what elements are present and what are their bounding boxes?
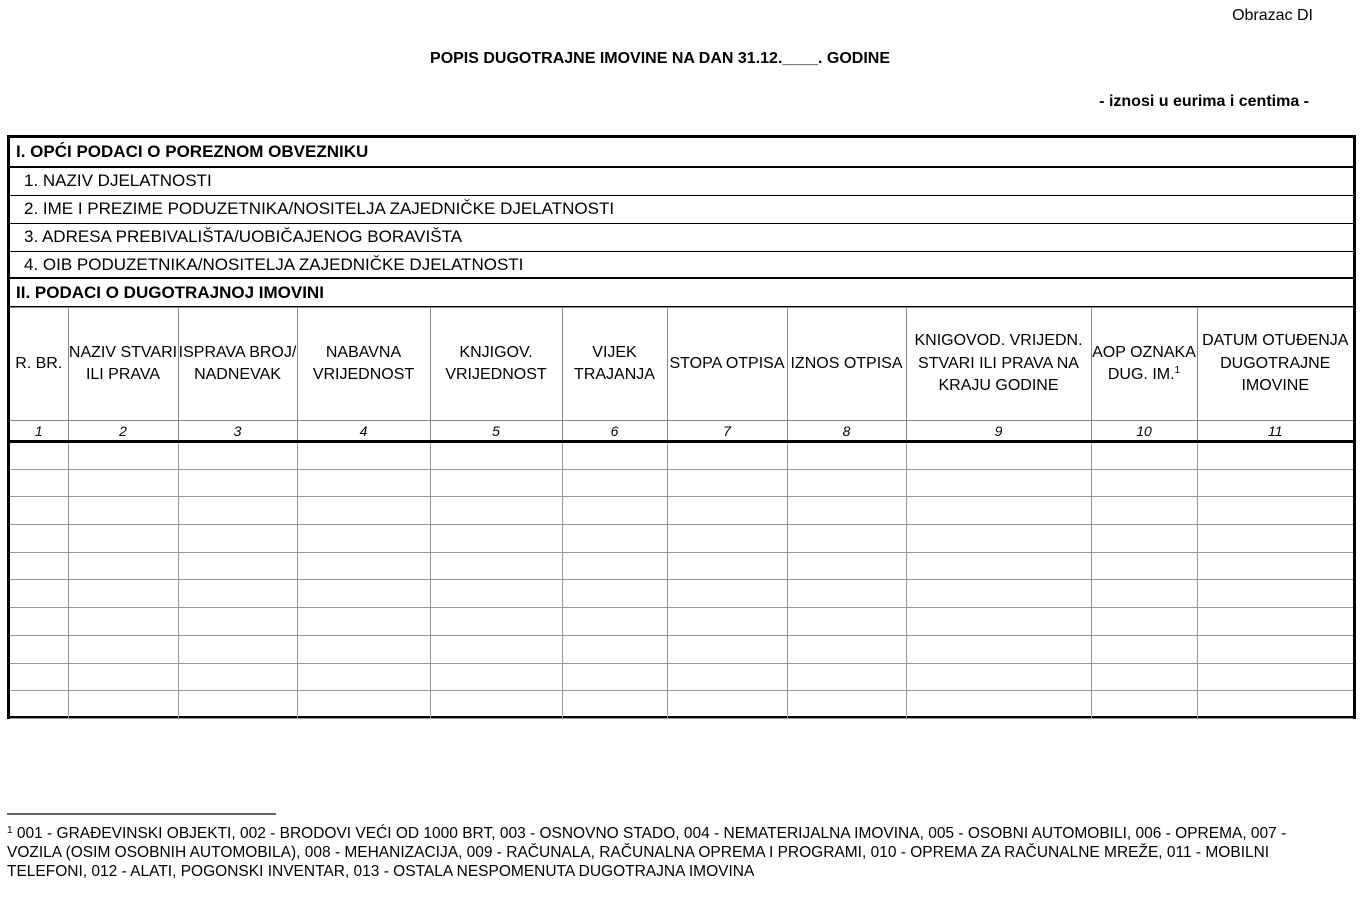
table-cell[interactable]	[562, 442, 667, 470]
footnote-ref: 1	[1174, 365, 1181, 376]
table-cell[interactable]	[68, 663, 178, 691]
table-cell[interactable]	[178, 608, 297, 636]
table-cell[interactable]	[178, 497, 297, 525]
table-cell[interactable]	[667, 635, 787, 663]
assets-table	[10, 307, 1353, 719]
table-cell[interactable]	[1197, 691, 1353, 719]
table-row	[10, 608, 1353, 636]
table-cell[interactable]	[10, 635, 68, 663]
table-cell[interactable]	[667, 580, 787, 608]
table-cell[interactable]	[667, 608, 787, 636]
column-label: STOPA OTPISA	[669, 354, 785, 372]
table-cell[interactable]	[1197, 525, 1353, 553]
column-header	[1197, 308, 1353, 421]
column-number: 1	[10, 421, 68, 442]
table-cell[interactable]	[430, 497, 562, 525]
table-cell[interactable]	[178, 552, 297, 580]
table-cell[interactable]	[10, 691, 68, 719]
table-cell[interactable]	[562, 497, 667, 525]
table-cell[interactable]	[10, 442, 68, 470]
table-cell[interactable]	[297, 552, 430, 580]
footnote-marker: 1	[7, 825, 13, 836]
table-cell[interactable]	[906, 497, 1091, 525]
table-cell[interactable]	[68, 442, 178, 470]
table-cell[interactable]	[178, 663, 297, 691]
table-cell[interactable]	[1091, 469, 1197, 497]
table-cell[interactable]	[297, 442, 430, 470]
table-cell[interactable]	[68, 635, 178, 663]
column-number-row	[10, 421, 1353, 442]
table-cell[interactable]	[787, 608, 906, 636]
table-cell[interactable]	[1091, 442, 1197, 470]
table-cell[interactable]	[1197, 580, 1353, 608]
table-cell[interactable]	[906, 635, 1091, 663]
table-cell[interactable]	[297, 691, 430, 719]
column-header	[178, 308, 297, 421]
footnote	[7, 824, 1327, 881]
column-header	[297, 308, 430, 421]
table-cell[interactable]	[1197, 635, 1353, 663]
table-cell[interactable]	[562, 663, 667, 691]
table-cell[interactable]	[430, 580, 562, 608]
table-cell[interactable]	[562, 635, 667, 663]
form-code: Obrazac DI	[1232, 7, 1313, 24]
table-cell[interactable]	[430, 663, 562, 691]
table-cell[interactable]	[1091, 552, 1197, 580]
column-number: 10	[1091, 421, 1197, 442]
table-row	[10, 525, 1353, 553]
section2-heading: II. PODACI O DUGOTRAJNOJ IMOVINI	[10, 279, 1353, 308]
column-label: NAZIV STVARI ILI PRAVA	[68, 343, 178, 383]
table-cell[interactable]	[68, 580, 178, 608]
table-cell[interactable]	[430, 635, 562, 663]
table-cell[interactable]	[562, 608, 667, 636]
table-cell[interactable]	[1091, 525, 1197, 553]
table-row	[10, 691, 1353, 719]
table-cell[interactable]	[1197, 663, 1353, 691]
currency-note: - iznosi u eurima i centima -	[1099, 93, 1309, 110]
column-number: 11	[1197, 421, 1353, 442]
table-cell[interactable]	[178, 635, 297, 663]
column-number: 6	[562, 421, 667, 442]
table-cell[interactable]	[1091, 663, 1197, 691]
table-cell[interactable]	[1197, 497, 1353, 525]
table-cell[interactable]	[562, 469, 667, 497]
column-label: VIJEK TRAJANJA	[574, 343, 655, 383]
table-cell[interactable]	[178, 691, 297, 719]
table-cell[interactable]	[667, 691, 787, 719]
column-number: 7	[667, 421, 787, 442]
table-cell[interactable]	[10, 663, 68, 691]
table-cell[interactable]	[787, 525, 906, 553]
table-cell[interactable]	[68, 691, 178, 719]
column-number: 3	[178, 421, 297, 442]
field-owner-name[interactable]: 2. IME I PREZIME PODUZETNIKA/NOSITELJA ZAJEDNIČKE DJELATNOSTI	[10, 196, 1353, 224]
table-cell[interactable]	[10, 552, 68, 580]
table-cell[interactable]	[1197, 552, 1353, 580]
column-header	[10, 308, 68, 421]
column-number: 2	[68, 421, 178, 442]
table-cell[interactable]	[906, 469, 1091, 497]
page-title: POPIS DUGOTRAJNE IMOVINE NA DAN 31.12.____. GODINE	[430, 50, 890, 67]
table-row	[10, 497, 1353, 525]
table-cell[interactable]	[10, 580, 68, 608]
table-cell[interactable]	[297, 663, 430, 691]
column-label: KNJIGOV. VRIJEDNOST	[445, 343, 547, 383]
column-label: KNIGOVOD. VRIJEDN. STVARI ILI PRAVA NA KRAJU GODINE	[914, 332, 1083, 395]
table-cell[interactable]	[430, 525, 562, 553]
column-label: DATUM OTUĐENJA DUGOTRAJNE IMOVINE	[1202, 332, 1349, 395]
table-cell[interactable]	[906, 663, 1091, 691]
table-cell[interactable]	[787, 663, 906, 691]
column-header	[1091, 308, 1197, 421]
table-cell[interactable]	[297, 525, 430, 553]
column-header	[667, 308, 787, 421]
table-cell[interactable]	[1091, 635, 1197, 663]
table-cell[interactable]	[430, 608, 562, 636]
table-cell[interactable]	[178, 525, 297, 553]
table-cell[interactable]	[667, 552, 787, 580]
column-header	[787, 308, 906, 421]
table-cell[interactable]	[906, 525, 1091, 553]
table-cell[interactable]	[297, 635, 430, 663]
table-cell[interactable]	[68, 469, 178, 497]
column-number: 4	[297, 421, 430, 442]
header-row	[10, 308, 1353, 421]
table-row	[10, 442, 1353, 470]
table-cell[interactable]	[906, 580, 1091, 608]
table-cell[interactable]	[906, 608, 1091, 636]
table-cell[interactable]	[562, 580, 667, 608]
table-cell[interactable]	[1091, 608, 1197, 636]
table-cell[interactable]	[68, 608, 178, 636]
table-cell[interactable]	[178, 442, 297, 470]
table-cell[interactable]	[68, 552, 178, 580]
table-cell[interactable]	[297, 608, 430, 636]
table-cell[interactable]	[787, 469, 906, 497]
column-label: IZNOS OTPISA	[790, 354, 903, 372]
section1-heading: I. OPĆI PODACI O POREZNOM OBVEZNIKU	[10, 138, 1353, 168]
table-cell[interactable]	[667, 442, 787, 470]
table-cell[interactable]	[178, 580, 297, 608]
table-cell[interactable]	[562, 525, 667, 553]
table-row	[10, 663, 1353, 691]
table-cell[interactable]	[787, 442, 906, 470]
column-number: 8	[787, 421, 906, 442]
table-cell[interactable]	[10, 469, 68, 497]
field-oib[interactable]: 4. OIB PODUZETNIKA/NOSITELJA ZAJEDNIČKE DJELATNOSTI	[10, 252, 1353, 279]
column-label: NABAVNA VRIJEDNOST	[312, 343, 415, 383]
table-cell[interactable]	[430, 552, 562, 580]
table-cell[interactable]	[1091, 497, 1197, 525]
table-cell[interactable]	[562, 691, 667, 719]
table-cell[interactable]	[430, 469, 562, 497]
table-cell[interactable]	[1091, 691, 1197, 719]
column-label: ISPRAVA BROJ/ NADNEVAK	[178, 343, 297, 383]
table-cell[interactable]	[297, 469, 430, 497]
table-row	[10, 469, 1353, 497]
column-header	[562, 308, 667, 421]
table-cell[interactable]	[68, 525, 178, 553]
table-cell[interactable]	[178, 469, 297, 497]
table-cell[interactable]	[297, 497, 430, 525]
column-label: AOP OZNAKA DUG. IM.	[1092, 343, 1196, 383]
table-cell[interactable]	[1197, 608, 1353, 636]
table-cell[interactable]	[297, 580, 430, 608]
table-cell[interactable]	[906, 552, 1091, 580]
column-header	[430, 308, 562, 421]
table-cell[interactable]	[68, 497, 178, 525]
column-number: 5	[430, 421, 562, 442]
table-cell[interactable]	[430, 691, 562, 719]
table-cell[interactable]	[667, 469, 787, 497]
footnote-text: 001 - GRAĐEVINSKI OBJEKTI, 002 - BRODOVI VEĆI OD 1000 BRT, 003 - OSNOVNO STADO, 004 - NEMATERIJALNA IMOVINA, 005 - OSOBNI AUTOMOBILI, 006 - OPREMA, 007 - VOZILA (OSIM OSOBNIH AUTOMOBILA), 008 - MEHANIZACIJA, 009 - RAČUNALA, RAČUNALNA OPREMA I PROGRAMI, 010 - OPREMA ZA RAČUNALNE MREŽE, 011 - MOBILNI TELEFONI, 012 - ALATI, POGONSKI INVENTAR, 013 - OSTALA NESPOMENUTA DUGOTRAJNA IMOVINA	[7, 825, 1287, 880]
field-address[interactable]: 3. ADRESA PREBIVALIŠTA/UOBIČAJENOG BORAVIŠTA	[10, 224, 1353, 252]
table-cell[interactable]	[562, 552, 667, 580]
table-cell[interactable]	[430, 442, 562, 470]
table-cell[interactable]	[667, 525, 787, 553]
table-cell[interactable]	[787, 691, 906, 719]
table-cell[interactable]	[1197, 442, 1353, 470]
form-table	[7, 135, 1356, 719]
table-cell[interactable]	[787, 580, 906, 608]
table-row	[10, 580, 1353, 608]
table-cell[interactable]	[667, 663, 787, 691]
table-cell[interactable]	[787, 552, 906, 580]
table-cell[interactable]	[667, 497, 787, 525]
column-number: 9	[906, 421, 1091, 442]
field-business-name[interactable]: 1. NAZIV DJELATNOSTI	[10, 168, 1353, 196]
footnote-divider	[7, 813, 276, 815]
table-cell[interactable]	[1197, 469, 1353, 497]
column-header	[906, 308, 1091, 421]
table-cell[interactable]	[10, 497, 68, 525]
table-cell[interactable]	[787, 635, 906, 663]
table-row	[10, 552, 1353, 580]
table-cell[interactable]	[787, 497, 906, 525]
table-cell[interactable]	[10, 525, 68, 553]
table-cell[interactable]	[10, 608, 68, 636]
column-header	[68, 308, 178, 421]
column-label: R. BR.	[15, 354, 63, 372]
table-cell[interactable]	[1091, 580, 1197, 608]
table-row	[10, 635, 1353, 663]
table-cell[interactable]	[906, 691, 1091, 719]
table-cell[interactable]	[906, 442, 1091, 470]
